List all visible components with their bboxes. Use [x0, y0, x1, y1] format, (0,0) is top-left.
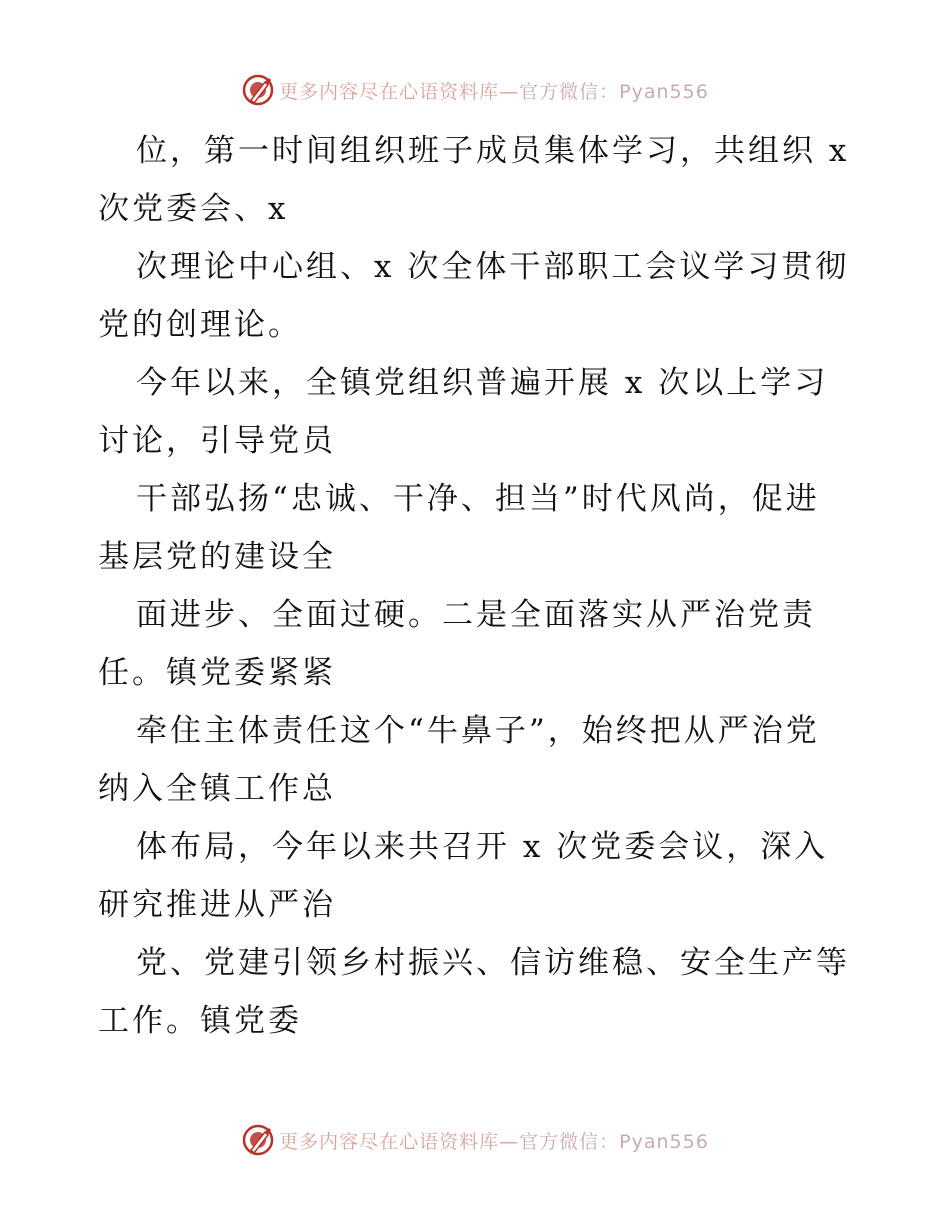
text-line: 牵住主体责任这个“牛鼻子”，始终把从严治党	[136, 713, 820, 749]
text-line: 次党委会、x	[98, 191, 289, 227]
paragraph	[98, 122, 858, 238]
header-banner	[0, 70, 950, 110]
text-line: 任。镇党委紧紧	[98, 655, 336, 691]
paragraph	[98, 470, 858, 586]
text-line: 次理论中心组、x 次全体干部职工会议学习贯彻	[136, 249, 850, 285]
text-line: 干部弘扬“忠诚、干净、担当”时代风尚，促进	[136, 481, 820, 517]
paragraph	[98, 354, 858, 470]
text-line: 纳入全镇工作总	[98, 771, 336, 807]
text-line: 今年以来，全镇党组织普遍开展 x 次以上学习	[136, 365, 829, 401]
text-line: 面进步、全面过硬。二是全面落实从严治党责	[136, 597, 816, 633]
banner-wechat-text: 官方微信：Pyan556	[519, 1130, 709, 1153]
paragraph	[98, 702, 858, 818]
banner-wechat-text: 官方微信：Pyan556	[519, 80, 709, 103]
text-line: 体布局，今年以来共召开 x 次党委会议，深入	[136, 829, 829, 865]
logo-icon	[241, 73, 275, 107]
text-line: 研究推进从严治	[98, 887, 336, 923]
banner-text	[279, 1127, 709, 1154]
text-line: 位，第一时间组织班子成员集体学习，共组织 x	[136, 133, 850, 169]
paragraph	[98, 238, 858, 354]
text-line: 讨论，引导党员	[98, 423, 336, 459]
logo-icon	[241, 1123, 275, 1157]
banner-text	[279, 77, 709, 104]
banner-main-text: 更多内容尽在心语资料库—	[279, 1130, 520, 1153]
paragraph	[98, 586, 858, 702]
document-body	[98, 122, 858, 1050]
footer-banner	[0, 1120, 950, 1160]
text-line: 党的创理论。	[98, 307, 302, 343]
paragraph	[98, 934, 858, 1050]
text-line: 基层党的建设全	[98, 539, 336, 575]
paragraph	[98, 818, 858, 934]
banner-main-text: 更多内容尽在心语资料库—	[279, 80, 520, 103]
text-line: 工作。镇党委	[98, 1003, 302, 1039]
text-line: 党、党建引领乡村振兴、信访维稳、安全生产等	[136, 945, 850, 981]
